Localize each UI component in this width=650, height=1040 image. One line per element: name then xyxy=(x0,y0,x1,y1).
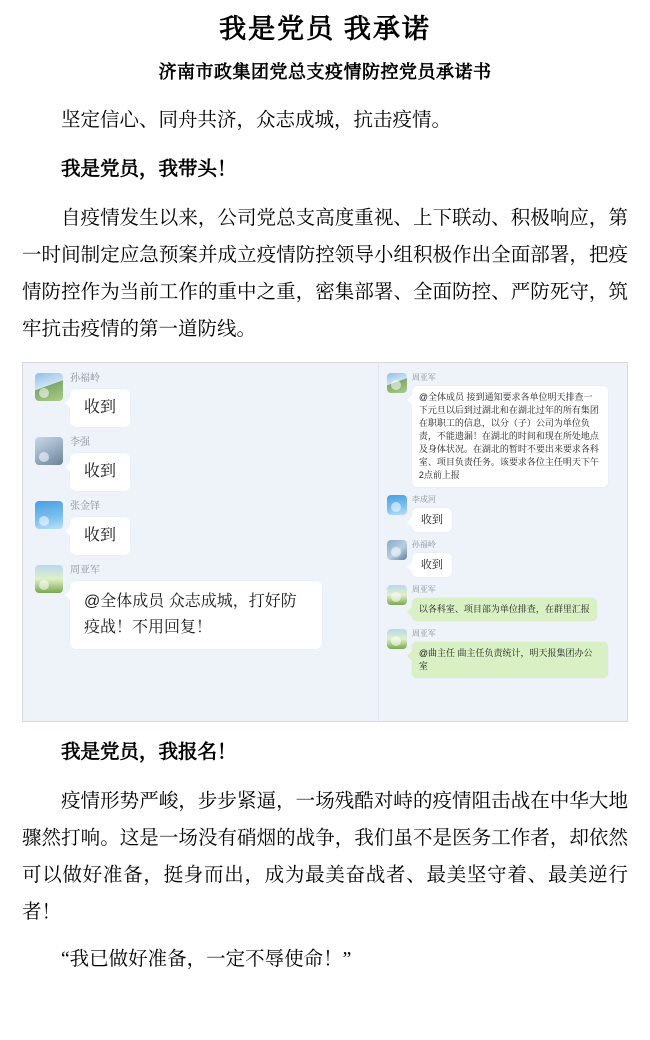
avatar-field-icon xyxy=(35,565,63,593)
chat-sender-name: 孙福岭 xyxy=(411,540,436,549)
document-page xyxy=(0,10,650,1040)
paragraph-quote: “我已做好准备，一定不辱使命！” xyxy=(61,949,352,970)
chat-sender-name: 李强 xyxy=(70,437,90,448)
chat-pane-right xyxy=(378,363,627,721)
chat-message xyxy=(387,373,619,487)
chat-sender-name: 张金铎 xyxy=(70,501,100,512)
chat-message xyxy=(35,373,368,427)
chat-bubble: 以各科室、项目部为单位排查，在群里汇报 xyxy=(412,598,597,621)
chat-message xyxy=(387,540,619,577)
chat-sender-name: 孙福岭 xyxy=(70,373,100,384)
avatar-scenery-icon xyxy=(387,373,407,393)
chat-bubble: 收到 xyxy=(70,389,130,427)
chat-message xyxy=(387,629,619,678)
avatar-field-icon xyxy=(387,585,407,605)
chat-sender-name: 李成河 xyxy=(411,495,436,504)
paragraph-heading-signup: 我是党员，我报名！ xyxy=(61,742,237,763)
chat-sender-name: 周亚军 xyxy=(411,373,436,382)
chat-bubble: 收到 xyxy=(412,508,452,532)
chat-bubble: @曲主任 曲主任负责统计，明天报集团办公室 xyxy=(412,642,608,678)
chat-bubble: 收到 xyxy=(412,553,452,577)
chat-bubble: @全体成员 众志成城，打好防疫战！不用回复！ xyxy=(70,581,322,649)
paragraph-intro: 坚定信心、同舟共济，众志成城，抗击疫情。 xyxy=(61,110,452,131)
chat-screenshot-figure xyxy=(22,362,628,722)
chat-message xyxy=(35,501,368,555)
avatar-scenery-icon xyxy=(35,373,63,401)
chat-sender-name: 周亚军 xyxy=(411,629,436,638)
chat-pane-left xyxy=(23,363,378,721)
chat-sender-name: 周亚军 xyxy=(70,565,100,576)
avatar-blue-icon xyxy=(387,495,407,515)
page-subtitle: 济南市政集团党总支疫情防控党员承诺书 xyxy=(158,62,492,82)
avatar-field-icon xyxy=(387,629,407,649)
paragraph-body-2: 疫情形势严峻，步步紧逼，一场残酷对峙的疫情阻击战在中华大地骤然打响。这是一场没有硝烟的战争，我们虽不是医务工作者，却依然可以做好准备，挺身而出，成为最美奋战者、最美坚守着、最美逆行者！ xyxy=(22,791,628,923)
paragraph-heading-lead: 我是党员，我带头！ xyxy=(61,159,237,180)
avatar-blue-icon xyxy=(35,501,63,529)
chat-message xyxy=(387,495,619,532)
chat-message xyxy=(387,585,619,621)
page-title: 我是党员 我承诺 xyxy=(219,14,431,44)
chat-bubble: 收到 xyxy=(70,453,130,491)
chat-message xyxy=(35,565,368,649)
chat-message xyxy=(35,437,368,491)
avatar-portrait-icon xyxy=(35,437,63,465)
avatar-scenery-icon xyxy=(387,540,407,560)
chat-bubble: 收到 xyxy=(70,517,130,555)
paragraph-body-1: 自疫情发生以来，公司党总支高度重视、上下联动、积极响应，第一时间制定应急预案并成立疫情防控领导小组积极作出全面部署，把疫情防控作为当前工作的重中之重，密集部署、全面防控、严防死守，筑牢抗击疫情的第一道防线。 xyxy=(22,208,628,340)
chat-sender-name: 周亚军 xyxy=(411,585,436,594)
chat-bubble: @全体成员 接到通知要求各单位明天排查一下元旦以后到过湖北和在湖北过年的所有集团在职职工的信息，以分（子）公司为单位负责，不能遗漏！在湖北的时间和现在所处地点及身体状况。在湖北的暂时不要出来要求各科室、项目负责任务。该要求各位主任明天下午2点前上报 xyxy=(412,386,608,487)
